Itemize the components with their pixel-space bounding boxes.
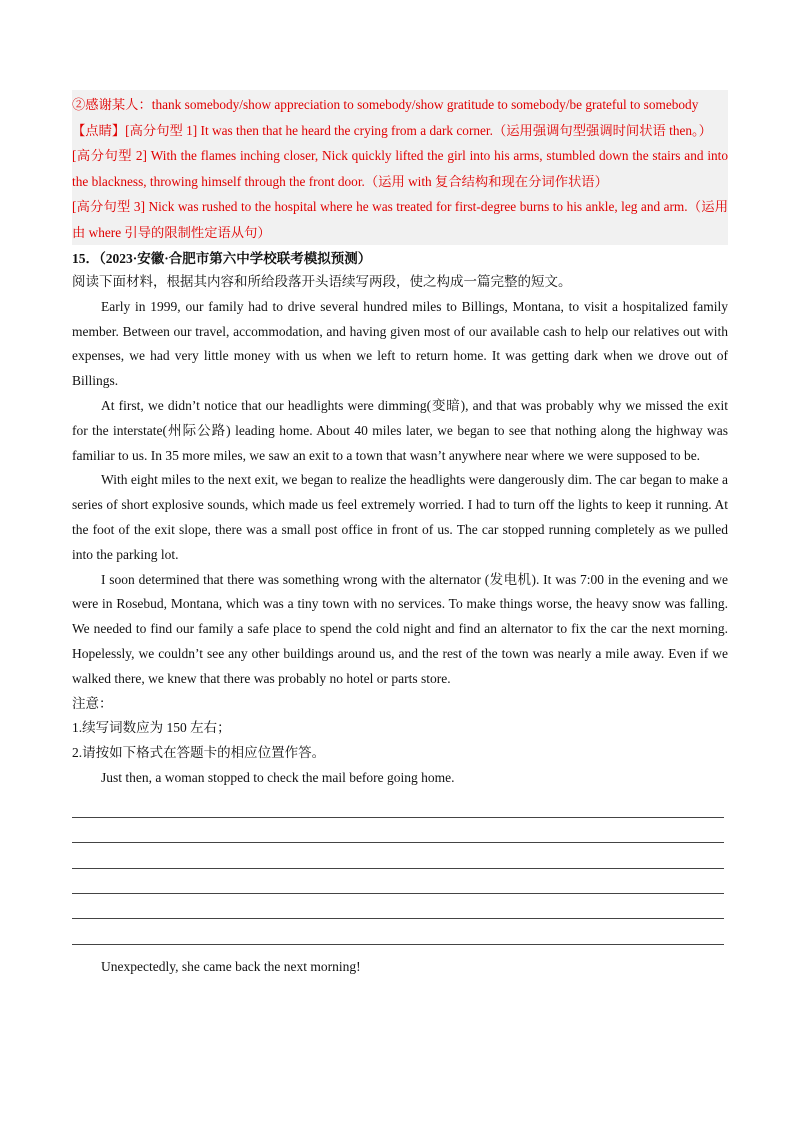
story-paragraph: I soon determined that there was something wrong with the alternator (发电机). It was 7:00 in the evening and we were in Rosebud, Montana, which was a tiny town with no services. To make things worse, the heavy snow was falling. We needed to find our family a safe place to spend the cold night and find an alternator to fix the car the next morning. Hopelessly, we couldn’t see any other buildings around us, and the rest of the town was nearly a mile away. Even if we walked there, we knew that there was probably no hotel or parts store. [72,571,728,686]
continuation-start-line: Just then, a woman stopped to check the mail before going home. [101,769,455,785]
notes-title: 注意： [72,695,113,711]
writing-line[interactable] [72,818,724,843]
writing-line[interactable] [72,894,724,919]
note-item: 1.续写词数应为 150 左右； [72,720,231,736]
writing-line[interactable] [72,919,724,944]
answer-highlight-box [72,90,728,245]
writing-line[interactable] [72,793,724,818]
answer-line-pattern-3: [高分句型 3] Nick was rushed to the hospital where he was treated for first-degree burns to his ankle, leg and arm.（运用由 where 引导的限制性定语从句） [72,199,728,240]
continuation-second-line: Unexpectedly, she came back the next morning! [101,958,361,974]
document-page [72,90,728,979]
story-paragraph: At first, we didn’t notice that our headlights were dimming(变暗), and that was probably why we missed the exit for the interstate(州际公路) leading home. About 40 miles later, we began to see that nothing along the highway was familiar to us. In 35 more miles, we saw an exit to a town that wasn’t anywhere near where we were supposed to be. [72,397,728,463]
writing-line[interactable] [72,869,724,894]
answer-line-thanks: ②感谢某人：thank somebody/show appreciation to somebody/show gratitude to somebody/be grateful to somebody [72,97,699,112]
answer-line-pattern-1: 【点睛】[高分句型 1] It was then that he heard the crying from a dark corner.（运用强调句型强调时间状语 then。） [72,122,712,138]
story-paragraph: Early in 1999, our family had to drive several hundred miles to Billings, Montana, to visit a hospitalized family member. Between our travel, accommodation, and having given most of our available cash to help our relatives out with expenses, we had very little money with us when we left to return home. It was getting dark when we drove out of Billings. [72,298,728,389]
question-heading: 15．（2023·安徽·合肥市第六中学校联考模拟预测） [72,251,372,266]
story-paragraph: With eight miles to the next exit, we began to realize the headlights were dangerously dim. The car began to make a series of short explosive sounds, which made us feel extremely worried. I had to turn off the lights to keep it running. At the foot of the exit slope, there was a small post office in front of us. The car stopped running completely as we pulled into the parking lot. [72,472,728,562]
writing-area-1 [72,793,728,945]
writing-line[interactable] [72,843,724,868]
note-item: 2.请按如下格式在答题卡的相应位置作答。 [72,745,326,761]
answer-line-pattern-2: [高分句型 2] With the flames inching closer, Nick quickly lifted the girl into his arms, stumbled down the stairs and into the blackness, throwing himself through the front door.（运用 with 复合结构和现在分词作状语） [72,148,728,189]
question-instruction: 阅读下面材料，根据其内容和所给段落开头语续写两段，使之构成一篇完整的短文。 [72,274,572,289]
